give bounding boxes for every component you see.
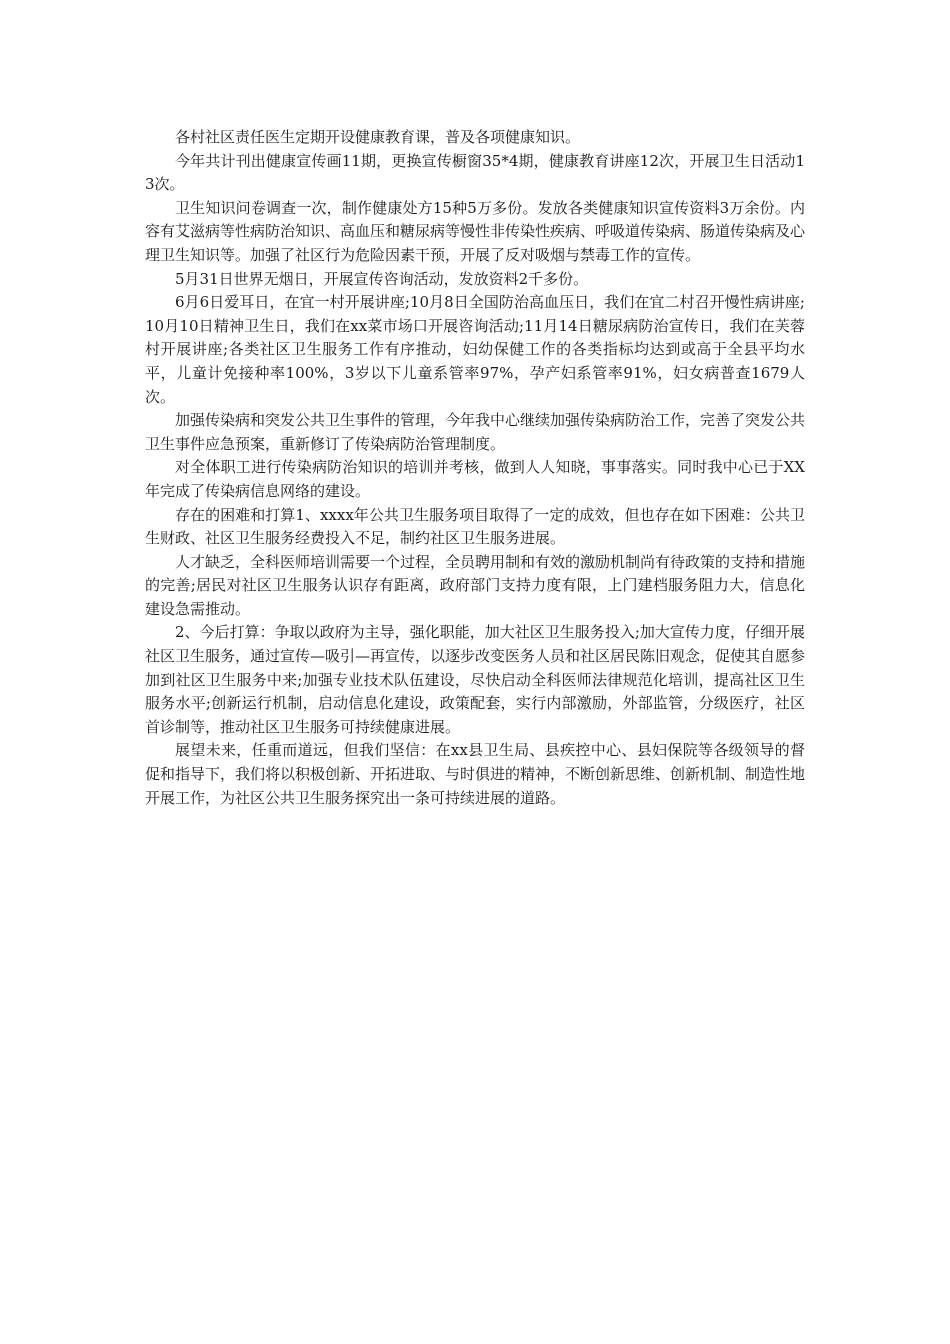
paragraph-future-plans: 2、今后打算：争取以政府为主导，强化职能，加大社区卫生服务投入;加大宣传力度，仔细开展社区卫生服务，通过宣传—吸引—再宣传，以逐步改变医务人员和社区居民陈旧观念，促使其自愿参加到社区卫生服务中来;加强专业技术队伍建设，尽快启动全科医师法律规范化培训，提高社区卫生服务水平;创新运行机制，启动信息化建设，政策配套，实行内部激励，外部监管，分级医疗，社区首诊制等，推动社区卫生服务可持续健康进展。 bbox=[145, 623, 806, 736]
paragraph-difficulties: 存在的困难和打算1、xxxx年公共卫生服务项目取得了一定的成效，但也存在如下困难：公共卫生财政、社区卫生服务经费投入不足，制约社区卫生服务进展。 bbox=[145, 505, 805, 548]
paragraph-no-tobacco-day: 5月31日世界无烟日，开展宣传咨询活动，发放资料2千多份。 bbox=[175, 269, 589, 288]
paragraph-publicity-statistics: 今年共计刊出健康宣传画11期，更换宣传橱窗35*4期，健康教育讲座12次，开展卫生日活动13次。 bbox=[145, 151, 805, 194]
paragraph-staff-training: 对全体职工进行传染病防治知识的培训并考核，做到人人知晓，事事落实。同时我中心已于XX年完成了传染病信息网络的建设。 bbox=[145, 458, 805, 500]
paragraph-outlook: 展望未来，任重而道远，但我们坚信：在xx县卫生局、县疾控中心、县妇保院等各级领导的督促和指导下，我们将以积极创新、开拓进取、与时俱进的精神，不断创新思维、创新机制、制造性地开展工作，为社区公共卫生服务探究出一条可持续进展的道路。 bbox=[145, 741, 806, 807]
paragraph-health-days-and-maternal-care: 6月6日爱耳日，在宜一村开展讲座;10月8日全国防治高血压日，我们在宜二村召开慢性病讲座;10月10日精神卫生日，我们在xx菜市场口开展咨询活动;11月14日糖尿病防治宣传日，我们在芙蓉村开展讲座;各类社区卫生服务工作有序推动，妇幼保健工作的各类指标均达到或高于全县平均水平，儿童计免接种率100%，3岁以下儿童系管率97%，孕产妇系管率91%，妇女病普查1679人次。 bbox=[145, 293, 805, 406]
document-body bbox=[145, 126, 805, 810]
paragraph-infectious-disease-management: 加强传染病和突发公共卫生事件的管理，今年我中心继续加强传染病防治工作，完善了突发公共卫生事件应急预案，重新修订了传染病防治管理制度。 bbox=[145, 411, 806, 453]
paragraph-talent-shortage: 人才缺乏，全科医师培训需要一个过程，全员聘用制和有效的激励机制尚有待政策的支持和措施的完善;居民对社区卫生服务认识存有距离，政府部门支持力度有限，上门建档服务阻力大，信息化建设急需推动。 bbox=[145, 552, 806, 618]
paragraph-health-education-classes: 各村社区责任医生定期开设健康教育课，普及各项健康知识。 bbox=[175, 128, 581, 146]
paragraph-knowledge-survey: 卫生知识问卷调查一次，制作健康处方15种5万多份。发放各类健康知识宣传资料3万余份。内容有艾滋病等性病防治知识、高血压和糖尿病等慢性非传染性疾病、呼吸道传染病、肠道传染病及心理卫生知识等。加强了社区行为危险因素干预，开展了反对吸烟与禁毒工作的宣传。 bbox=[145, 198, 806, 264]
